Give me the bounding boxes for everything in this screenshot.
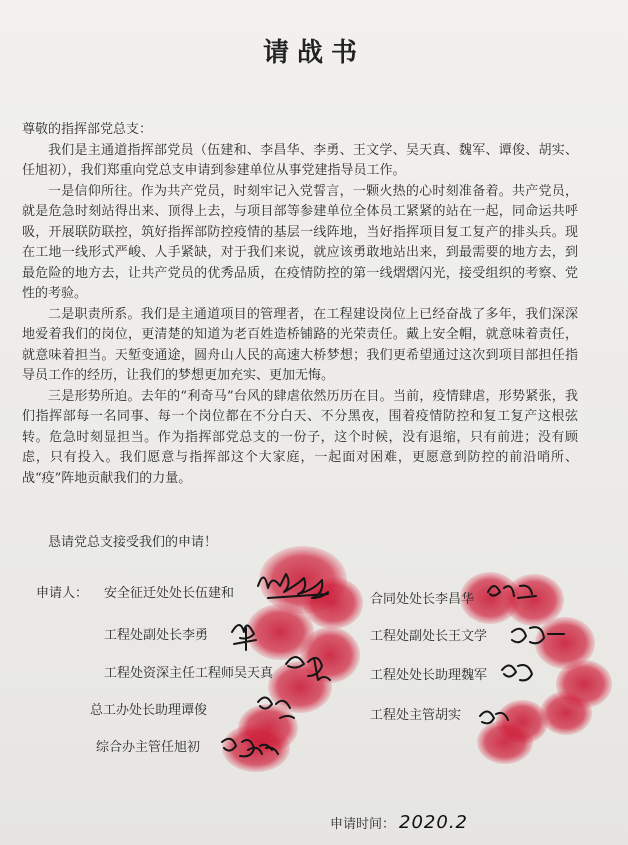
applicant-right: 工程处处长助理魏军 xyxy=(370,668,488,683)
date-label: 申请时间： xyxy=(330,817,396,832)
paragraph-belief: 一是信仰所往。作为共产党员，时刻牢记入党誓言，一颗火热的心时刻准备着。共产党员，就是危急时刻站得出来、顶得上去，与项目部等参建单位全体员工紧紧的站在一起，同命运共呼吸，开展联防联控，筑好指挥部防控疫情的基层一线阵地，当好指挥项目复工复产的排头兵。现在工地一线形式严峻、人手紧缺，对于我们来说，就应该勇敢地站出来，到最需要的地方去，到最危险的地方去，让共产党员的优秀品质，在疫情防控的第一线熠熠闪光，接受组织的考察、党性的考验。 xyxy=(22,183,578,301)
signature-mark xyxy=(512,627,564,643)
applicant-left: 安全征迁处处长伍建和 xyxy=(104,586,235,601)
paragraph-situation: 三是形势所迫。去年的“利奇马”台风的肆虐依然历历在目。当前，疫情肆虐，形势紧张，我们指挥部每一名同事、每一个岗位都在不分白天、不分黑夜，围着疫情防控和复工复产这根弦转。危急时刻显担当。作为指挥部党总支的一份子，这个时候，没有退缩，只有前进；没有顾虑，只有投入。我们愿意与指挥部这个大家庭，一起面对困难，更愿意到防控的前沿哨所、战“疫”阵地贡献我们的力量。 xyxy=(22,388,578,486)
document-title: 请战书 xyxy=(262,38,365,68)
signature-mark xyxy=(222,739,272,757)
applicant-right: 合同处处长李昌华 xyxy=(370,592,475,607)
applicant-right: 工程处主管胡实 xyxy=(370,708,462,723)
applicants-label: 申请人： xyxy=(36,586,89,601)
signature-mark xyxy=(488,586,536,598)
applicant-left: 总工办处长助理谭俊 xyxy=(90,703,208,718)
signature-mark xyxy=(258,697,294,718)
signature-mark xyxy=(286,657,330,680)
applicant-left: 工程处副处长李勇 xyxy=(104,628,209,643)
signature-mark xyxy=(232,625,256,650)
applicant-left: 工程处资深主任工程师吴天真 xyxy=(104,666,274,681)
applicant-right: 工程处副处长王文学 xyxy=(370,629,488,644)
closing-request: 恳请党总支接受我们的申请！ xyxy=(48,535,218,550)
signature-mark xyxy=(480,711,508,723)
date-handwritten: 2020.2 xyxy=(399,812,468,833)
paragraph-intro: 我们是主通道指挥部党员（伍建和、李昌华、李勇、王文学、吴天真、魏军、谭俊、胡实、任旭初），我们郑重向党总支申请到参建单位从事党建指导员工作。 xyxy=(22,142,578,178)
application-date xyxy=(330,812,468,833)
salutation: 尊敬的指挥部党总支： xyxy=(22,122,153,137)
applicant-left: 综合办主管任旭初 xyxy=(96,740,201,755)
signature-mark xyxy=(502,665,532,680)
paragraph-duty: 二是职责所系。我们是主通道项目的管理者，在工程建设岗位上已经奋战了多年，我们深深地爱着我们的岗位，更清楚的知道为老百姓造桥铺路的光荣责任。戴上安全帽，就意味着责任，就意味着担当。天堑变通途，圆舟山人民的高速大桥梦想；我们更希望通过这次到项目部担任指导员工作的经历，让我们的梦想更加充实、更加无悔。 xyxy=(22,306,578,383)
